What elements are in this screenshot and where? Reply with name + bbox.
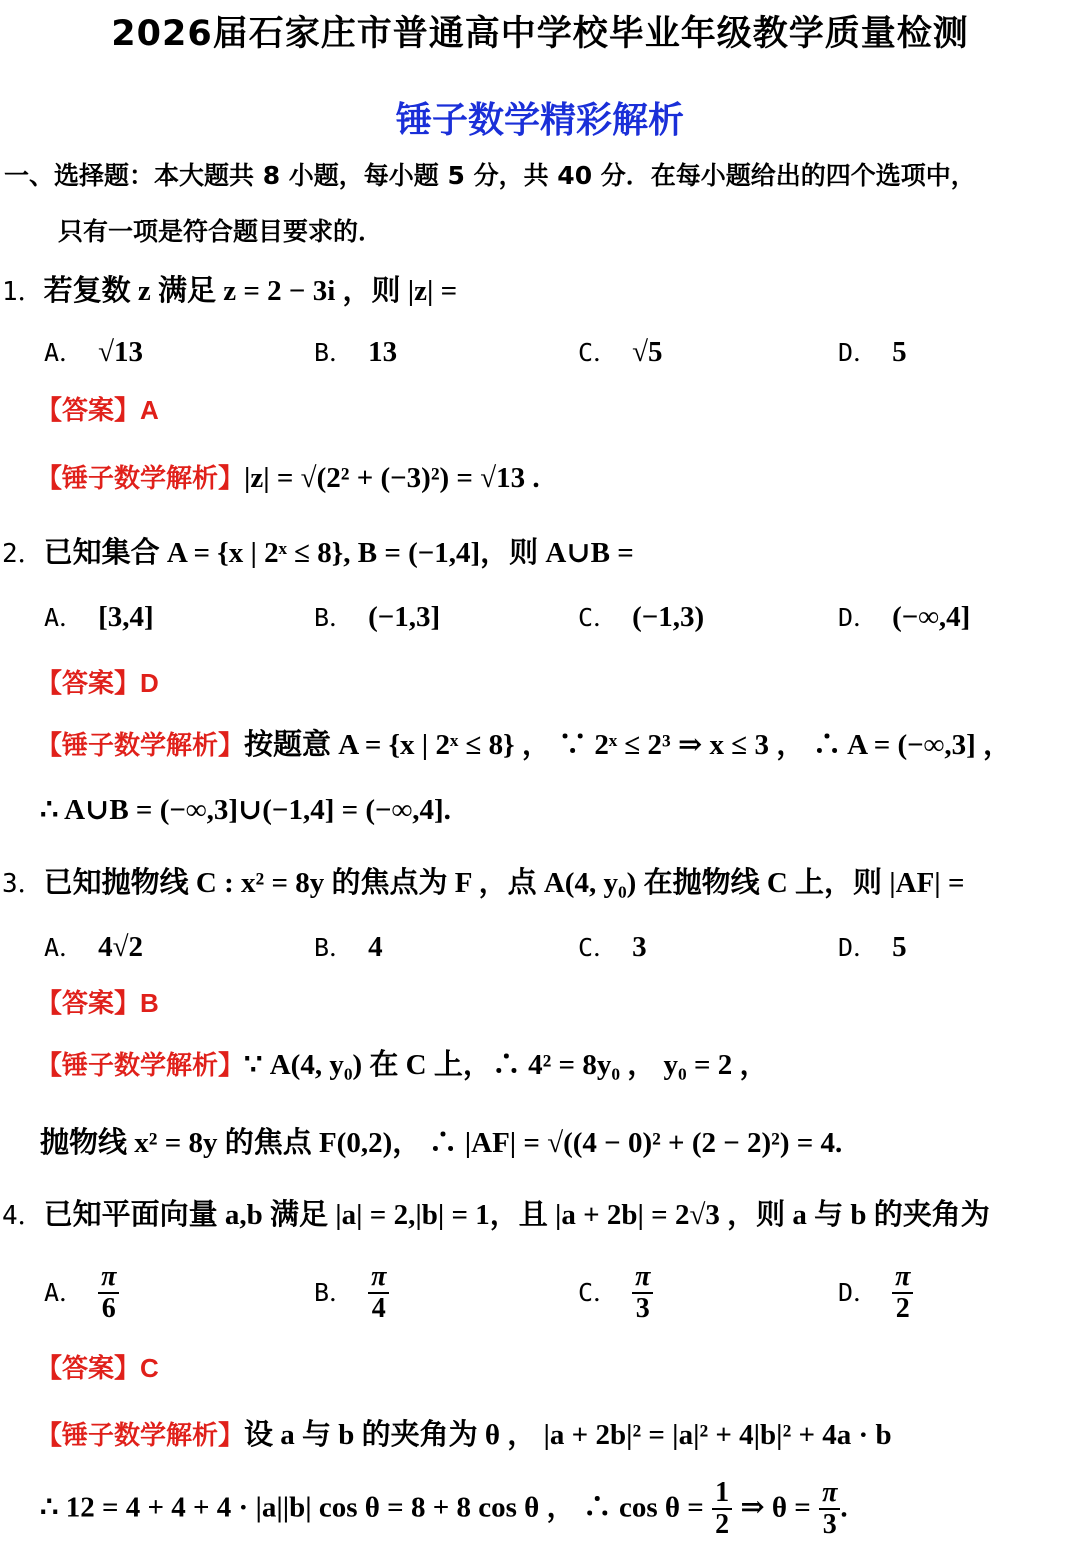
q3-answer: 【答案】B — [36, 988, 159, 1019]
question-2 — [2, 530, 634, 571]
q3-option-c: C． 3 — [578, 931, 647, 963]
q4-option-a: A． $\frac{\pi}{6}$ — [44, 1262, 119, 1324]
question-2-number: 2． — [2, 539, 44, 569]
q4-answer: 【答案】C — [36, 1353, 159, 1384]
q3-option-a: A． 4√2 — [44, 931, 143, 963]
question-1 — [2, 268, 457, 309]
q3-analysis-line2: 抛物线 x² = 8y 的焦点 F(0,2)， ∴ |AF| = √((4 − 0)² + (2 − 2)²) = 4. — [40, 1127, 843, 1159]
question-2-stem: 已知集合 A = {x | 2ˣ ≤ 8}, B = (−1,4]，则 A∪B = — [43, 537, 634, 569]
q2-analysis-line1: 【锤子数学解析】按题意 A = {x | 2ˣ ≤ 8} ， ∵ 2ˣ ≤ 2³ ⇒ x ≤ 3 ， ∴ A = (−∞,3] ， — [36, 729, 1012, 761]
question-3 — [2, 860, 964, 901]
q2-option-a: A． [3,4] — [44, 601, 154, 633]
q4-option-c: C． $\frac{\pi}{3}$ — [578, 1262, 653, 1324]
question-1-number: 1． — [2, 277, 44, 307]
q2-analysis-line2: ∴ A∪B = (−∞,3]∪(−1,4] = (−∞,4]. — [40, 794, 451, 826]
section-heading-line2: 只有一项是符合题目要求的． — [58, 217, 384, 246]
question-3-stem: 已知抛物线 C : x² = 8y 的焦点为 F ，点 A(4, y₀) 在抛物线 C 上，则 |AF| = — [43, 867, 965, 899]
q1-answer: 【答案】A — [36, 395, 159, 426]
q4-option-b: B． $\frac{\pi}{4}$ — [314, 1262, 389, 1324]
q4-option-d: D． $\frac{\pi}{2}$ — [838, 1262, 913, 1324]
question-4-stem: 已知平面向量 a,b 满足 |a| = 2,|b| = 1，且 |a + 2b| = 2√3 ，则 a 与 b 的夹角为 — [43, 1199, 990, 1231]
q2-option-d: D． (−∞,4] — [838, 601, 971, 633]
question-4-number: 4． — [2, 1201, 44, 1231]
q4-analysis-line2: ∴ 12 = 4 + 4 + 4 · |a||b| cos θ = 8 + 8 cos θ ， ∴ cos θ = $\frac{1}{2}$ ⇒ θ = $\frac{\pi}{3}$ . — [40, 1477, 848, 1540]
q3-option-d: D． 5 — [838, 931, 907, 963]
question-3-number: 3． — [2, 869, 44, 899]
q2-option-c: C． (−1,3) — [578, 601, 705, 633]
page-title: 2026届石家庄市普通高中学校毕业年级教学质量检测 — [111, 14, 969, 54]
question-1-stem: 若复数 z 满足 z = 2 − 3i ，则 |z| = — [43, 275, 458, 307]
q3-analysis-line1: 【锤子数学解析】∵ A(4, y₀) 在 C 上，∴ 4² = 8y₀ ， y₀ = 2 ， — [36, 1049, 769, 1081]
q3-option-b: B． 4 — [314, 931, 383, 963]
q1-option-b: B． 13 — [314, 336, 398, 368]
question-4 — [2, 1192, 990, 1233]
q2-option-b: B． (−1,3] — [314, 601, 441, 633]
q1-option-c: C． √5 — [578, 336, 663, 368]
q4-analysis-line1: 【锤子数学解析】设 a 与 b 的夹角为 θ ， |a + 2b|² = |a|² + 4|b|² + 4a · b — [36, 1419, 892, 1451]
fraction-one-half: $\frac{1}{2}$ — [712, 1478, 732, 1540]
q1-option-d: D． 5 — [838, 336, 907, 368]
q1-option-a: A． √13 — [44, 336, 143, 368]
section-heading-line1: 一、选择题：本大题共 8 小题，每小题 5 分，共 40 分．在每小题给出的四个选项中， — [4, 161, 976, 190]
fraction-pi-third: $\frac{\pi}{3}$ — [819, 1478, 840, 1540]
page-subtitle: 锤子数学精彩解析 — [395, 100, 684, 141]
q1-analysis: 【锤子数学解析】|z| = √(2² + (−3)²) = √13 . — [36, 462, 540, 494]
q2-answer: 【答案】D — [36, 668, 159, 699]
